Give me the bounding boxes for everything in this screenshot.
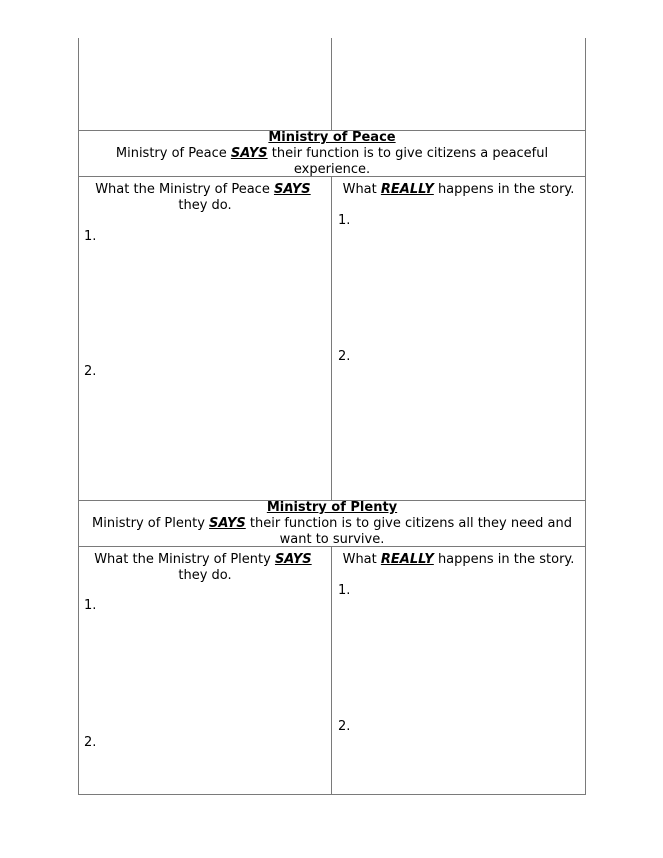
plenty-intro-says: SAYS xyxy=(209,516,246,531)
column-divider-plenty xyxy=(331,546,332,795)
peace-intro-pre: Ministry of Peace xyxy=(115,146,231,161)
peace-intro-says: SAYS xyxy=(230,146,268,161)
plenty-left-column-header xyxy=(79,552,331,584)
peace-intro-line2: experience. xyxy=(293,162,371,177)
plenty-intro-post: their function is to give citizens all they need and xyxy=(245,516,572,531)
plenty-intro-line2: want to survive. xyxy=(279,532,385,547)
peace-intro-line1 xyxy=(79,146,585,162)
peace-right-header-post: happens in the story. xyxy=(433,182,575,197)
plenty-right-item-1: 1. xyxy=(338,583,351,598)
plenty-left-item-2: 2. xyxy=(84,735,97,750)
plenty-left-header-line1 xyxy=(79,552,331,568)
peace-right-column-header xyxy=(332,182,585,198)
peace-right-item-2: 2. xyxy=(338,349,351,364)
peace-left-header-says: SAYS xyxy=(273,182,311,197)
plenty-right-header-post: happens in the story. xyxy=(433,552,575,567)
table-border-right xyxy=(585,38,586,795)
plenty-left-header-pre: What the Ministry of Plenty xyxy=(94,552,275,567)
peace-heading: Ministry of Peace xyxy=(268,130,396,145)
plenty-right-item-2: 2. xyxy=(338,719,351,734)
plenty-heading: Ministry of Plenty xyxy=(266,500,398,515)
peace-left-item-1: 1. xyxy=(84,229,97,244)
peace-right-header-pre: What xyxy=(342,182,381,197)
peace-right-item-1: 1. xyxy=(338,213,351,228)
plenty-right-header-really: REALLY xyxy=(380,552,434,567)
peace-section-header xyxy=(79,130,585,178)
plenty-right-column-header xyxy=(332,552,585,568)
plenty-right-header-pre: What xyxy=(342,552,381,567)
peace-intro-post: their function is to give citizens a peaceful xyxy=(267,146,549,161)
plenty-left-header-line2: they do. xyxy=(178,568,232,583)
table-border-bottom xyxy=(78,794,586,795)
peace-left-column-header xyxy=(79,182,331,214)
plenty-left-item-1: 1. xyxy=(84,598,97,613)
peace-left-header-line1 xyxy=(79,182,331,198)
plenty-intro-pre: Ministry of Plenty xyxy=(92,516,210,531)
peace-right-header-really: REALLY xyxy=(380,182,434,197)
peace-left-item-2: 2. xyxy=(84,364,97,379)
column-divider-top xyxy=(331,38,332,130)
column-divider-peace xyxy=(331,176,332,501)
peace-left-header-line2: they do. xyxy=(178,198,232,213)
plenty-left-header-says: SAYS xyxy=(274,552,312,567)
plenty-section-header xyxy=(79,500,585,548)
peace-left-header-pre: What the Ministry of Peace xyxy=(95,182,274,197)
plenty-intro-line1 xyxy=(79,516,585,532)
